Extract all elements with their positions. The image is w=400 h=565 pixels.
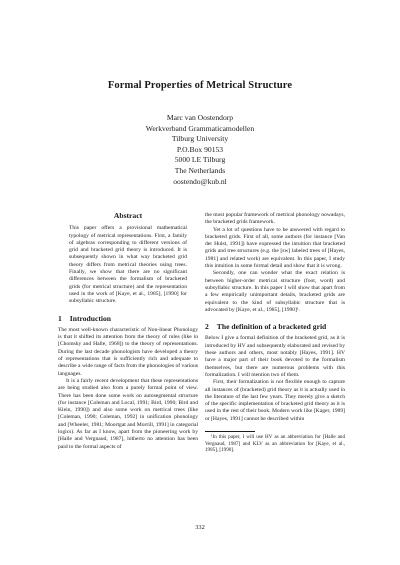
author-pobox: P.O.Box 90153 xyxy=(176,144,224,154)
intro-paragraph-3: Yet a lot of questions have to be answered with regard to bracketed grids. First of all, some authors (for instance [Van der Hulst, 1991]) have expressed the intuition that bracketed grids and tree structures (e.g. the [sw] labeled trees of [Hayes, 1981] and related work) are equivalent. In this paper, I study this intuition in some formal detail and show that it is wrong. xyxy=(205,226,345,270)
footnote: ¹In this paper, I will use HV as an abbreviation for [Halle and Vergnaud, 1987] and KLV as an abbreviation for [Kaye, et al., 1985], [1990]. xyxy=(205,434,345,454)
intro-paragraph-1: The most well-known characteristic of Non-linear Phonology is that it shifted its attention from the theory of rules (like in [Chomsky and Halle, 1968]) to the theory of representations. During the last decade phonologists have developed a theory of representations that is sufficiently rich and adequate to describe a wide range of facts from the phonologies of various languages. xyxy=(58,326,198,377)
right-column xyxy=(205,212,345,454)
left-column xyxy=(58,212,198,451)
section-2-title: The definition of a bracketed grid xyxy=(216,322,327,332)
abstract-heading: Abstract xyxy=(113,211,143,220)
author-country: The Netherlands xyxy=(174,165,226,175)
section-1-heading xyxy=(58,315,198,322)
author-university: Tilburg University xyxy=(171,134,229,144)
author-email: oostendo@kub.nl xyxy=(173,176,227,186)
author-block xyxy=(0,113,400,187)
section-1-title: Introduction xyxy=(69,313,112,323)
intro-paragraph-4: Secondly, one can wonder what the exact relation is between higher-order metrical structure (foot, word) and subsyllabic structure. In this paper I will show that apart from a few empirically unimportant details, bracketed grids are equivalent to the kind of subsyllabic structure that is advocated by [Kaye, et al., 1985], [1990]¹. xyxy=(205,270,345,313)
footnote-rule xyxy=(205,431,255,432)
section-2-paragraph-1: Below I give a formal definition of the bracketed grid, as it is introduced by HV and subsequently elaborated and revised by these authors and others, most notably [Hayes, 1991]. HV have a major part of their book devoted to the formalism themselves, but there are numerous problems with this formalization. I will mention two of them. xyxy=(205,335,345,378)
page-number: 332 xyxy=(195,524,205,531)
paper-title: Formal Properties of Metrical Structure xyxy=(107,80,293,91)
abstract-body: This paper offers a provisional mathematical typology of metrical representations. First, a family of algebras corresponding to different versions of grid and bracketed grid theory is introduced. It is subsequently shown in what way bracketed grid theory differs from metrical theories using trees. Finally, we show that there are no significant differences between the formalism of bracketed grids (for metrical structure) and the representation used in the work of [Kaye, et al., 1985], [1990] for subsyllabic structure. xyxy=(69,225,187,305)
section-2-paragraph-2: First, their formalization is not flexible enough to capture all instances of (bracketed) grid theory as it is actually used in the literature of the last few years. They merely give a sketch of the specific implementation of bracketed grid theory as it is used in the rest of their book. Modern work like [Kager, 1989] or [Hayes, 1991] cannot be described within xyxy=(205,379,345,422)
section-2-heading xyxy=(205,323,345,330)
author-affiliation: Werkverband Grammaticamodellen xyxy=(145,123,255,133)
intro-continued: the most popular framework of metrical phonology nowadays, the bracketed grids framework. xyxy=(205,212,345,226)
section-1-number: 1 xyxy=(58,313,62,323)
author-name: Marc van Oostendorp xyxy=(166,113,234,122)
author-postal: 5000 LE Tilburg xyxy=(174,155,226,165)
section-2-number: 2 xyxy=(205,322,209,332)
intro-paragraph-2: It is a fairly recent development that these representations are being studied also from a purely formal point of view. There has been done some work on autosegmental structure (for instance [Coleman and Local, 1991; Bird, 1990; Bird and Klein, 1990]) and also some work on metrical trees (like [Coleman, 1990; Coleman, 1992] in unification phonology and [Wheeler, 1981; Moortgat and Morrill, 1991] in categorial logics). As far as I know, apart from the pioneering work by [Halle and Vergnaud, 1987], hitherto no attention has been paid to the formal aspects of xyxy=(58,377,198,450)
